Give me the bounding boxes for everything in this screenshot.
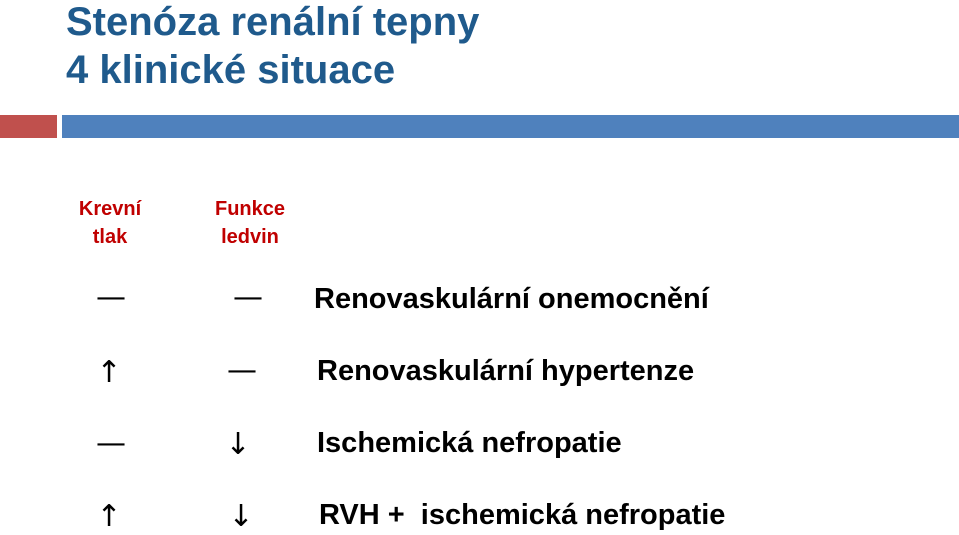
accent-bar-blue [62, 115, 959, 138]
column-header-blood-pressure [60, 195, 160, 251]
row-3-label: Ischemická nefropatie [317, 427, 622, 459]
column-header-kidney-function-line-1: Funkce [214, 198, 286, 220]
title-line-2: 4 klinické situace [66, 48, 396, 92]
column-header-kidney-function-line-2: ledvin [221, 226, 279, 248]
row-2-label: Renovaskulární hypertenze [317, 355, 695, 387]
column-header-blood-pressure-line-2: tlak [92, 226, 128, 248]
column-header-blood-pressure-line-1: Krevní [78, 198, 142, 220]
title-line-1: Stenóza renální tepny [66, 0, 480, 44]
row-4-blood-pressure-symbol: ↑ [96, 499, 122, 534]
row-1-label: Renovaskulární onemocnění [314, 283, 709, 315]
row-2-kidney-function-symbol: — [227, 353, 257, 388]
slide-title [66, 0, 479, 94]
column-header-kidney-function [196, 195, 304, 251]
row-3-blood-pressure-symbol: — [96, 426, 126, 461]
row-1-kidney-function-symbol: — [233, 280, 263, 315]
accent-bar-red [0, 115, 57, 138]
row-4-kidney-function-symbol: ↓ [228, 499, 254, 534]
row-3-kidney-function-symbol: ↓ [225, 427, 251, 462]
row-2-blood-pressure-symbol: ↑ [96, 355, 122, 390]
row-4-label: RVH + ischemická nefropatie [319, 499, 726, 531]
row-1-blood-pressure-symbol: — [96, 280, 126, 315]
